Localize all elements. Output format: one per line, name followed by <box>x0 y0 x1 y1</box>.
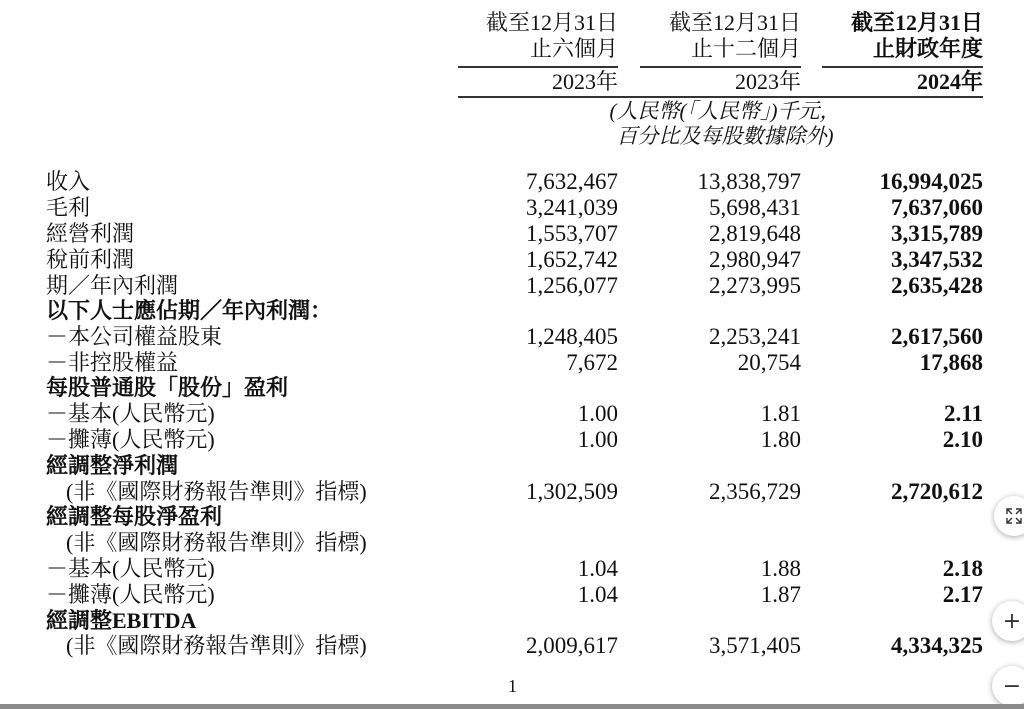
section-heading: 以下人士應佔期／年內利潤： <box>46 298 333 323</box>
row-label: －非控股權益 <box>46 350 179 375</box>
row-value: 7,672 <box>566 350 618 375</box>
row-value: 2.18 <box>942 556 983 581</box>
col3-header-line1: 截至12月31日 <box>850 10 983 35</box>
row-value: 16,994,025 <box>879 169 983 194</box>
row-value: 17,868 <box>919 350 983 375</box>
row-label: 經營利潤 <box>46 221 135 246</box>
row-value: 2,635,428 <box>891 273 983 298</box>
row-value: 1.81 <box>760 401 801 426</box>
row-value: 1,248,405 <box>526 324 618 349</box>
row-value: 1,302,509 <box>526 479 618 504</box>
zoom-out-button[interactable] <box>992 666 1024 706</box>
row-value: 1.80 <box>760 427 801 452</box>
row-value: 4,334,325 <box>891 633 983 658</box>
row-value: 3,315,789 <box>891 221 983 246</box>
zoom-in-button[interactable] <box>992 601 1024 641</box>
page-number: 1 <box>508 676 517 696</box>
row-label: (非《國際財務報告準則》指標) <box>66 530 367 555</box>
col2-top-rule <box>640 66 801 68</box>
section-heading: 每股普通股「股份」盈利 <box>46 375 289 400</box>
section-heading: 經調整每股淨盈利 <box>46 504 223 529</box>
row-value: 3,571,405 <box>709 633 801 658</box>
col2-year: 2023年 <box>734 69 801 94</box>
row-label: (非《國際財務報告準則》指標) <box>66 479 367 504</box>
expand-button[interactable] <box>994 496 1024 536</box>
row-value: 5,698,431 <box>709 195 801 220</box>
col3-year: 2024年 <box>916 69 983 94</box>
row-label: (非《國際財務報告準則》指標) <box>66 633 367 658</box>
row-value: 1.04 <box>577 582 618 607</box>
row-label: －攤薄(人民幣元) <box>46 427 215 452</box>
col3-header-line2: 止財政年度 <box>872 36 983 61</box>
col3-top-rule <box>822 66 983 68</box>
row-value: 3,347,532 <box>891 247 983 272</box>
col1-header-line1: 截至12月31日 <box>485 10 618 35</box>
row-value: 1.87 <box>760 582 801 607</box>
row-value: 2,273,995 <box>709 273 801 298</box>
section-heading: 經調整淨利潤 <box>46 453 179 478</box>
row-value: 1.00 <box>577 427 618 452</box>
row-label: 稅前利潤 <box>46 247 135 272</box>
row-value: 2,356,729 <box>709 479 801 504</box>
row-value: 20,754 <box>737 350 801 375</box>
col1-year: 2023年 <box>551 69 618 94</box>
row-value: 2,617,560 <box>891 324 983 349</box>
row-value: 3,241,039 <box>526 195 618 220</box>
row-value: 2.10 <box>942 427 983 452</box>
col2-header-line2: 止十二個月 <box>690 36 801 61</box>
col1-top-rule <box>458 66 618 68</box>
row-label: 期／年內利潤 <box>46 273 179 298</box>
col1-header-line2: 止六個月 <box>529 36 618 61</box>
row-value: 13,838,797 <box>697 169 801 194</box>
row-value: 2,980,947 <box>709 247 801 272</box>
row-value: 1.00 <box>577 401 618 426</box>
bottom-scrollbar[interactable] <box>0 704 1024 709</box>
row-label: 毛利 <box>46 195 91 220</box>
section-heading: 經調整EBITDA <box>46 608 197 633</box>
row-value: 2,819,648 <box>709 221 801 246</box>
row-value: 7,632,467 <box>526 169 618 194</box>
row-label: －基本(人民幣元) <box>46 401 215 426</box>
row-value: 2,009,617 <box>526 633 618 658</box>
row-value: 1.88 <box>760 556 801 581</box>
row-value: 7,637,060 <box>891 195 983 220</box>
row-value: 1,256,077 <box>526 273 618 298</box>
row-label: －攤薄(人民幣元) <box>46 582 215 607</box>
row-value: 2,720,612 <box>891 479 983 504</box>
minus-icon: − <box>1002 673 1022 699</box>
row-label: －基本(人民幣元) <box>46 556 215 581</box>
row-value: 2,253,241 <box>709 324 801 349</box>
row-value: 2.17 <box>942 582 983 607</box>
expand-icon <box>1005 507 1023 525</box>
row-value: 1.04 <box>577 556 618 581</box>
row-label: 收入 <box>46 169 91 194</box>
col2-header-line1: 截至12月31日 <box>668 10 801 35</box>
row-value: 1,652,742 <box>526 247 618 272</box>
row-label: －本公司權益股東 <box>46 324 223 349</box>
unit-note-line2: 百分比及每股數據除外) <box>616 124 834 148</box>
header-bottom-rule <box>458 96 983 98</box>
row-value: 2.11 <box>944 401 983 426</box>
unit-note-line1: (人民幣(「人民幣」)千元， <box>609 99 841 123</box>
plus-icon: + <box>1002 608 1022 634</box>
row-value: 1,553,707 <box>526 221 618 246</box>
